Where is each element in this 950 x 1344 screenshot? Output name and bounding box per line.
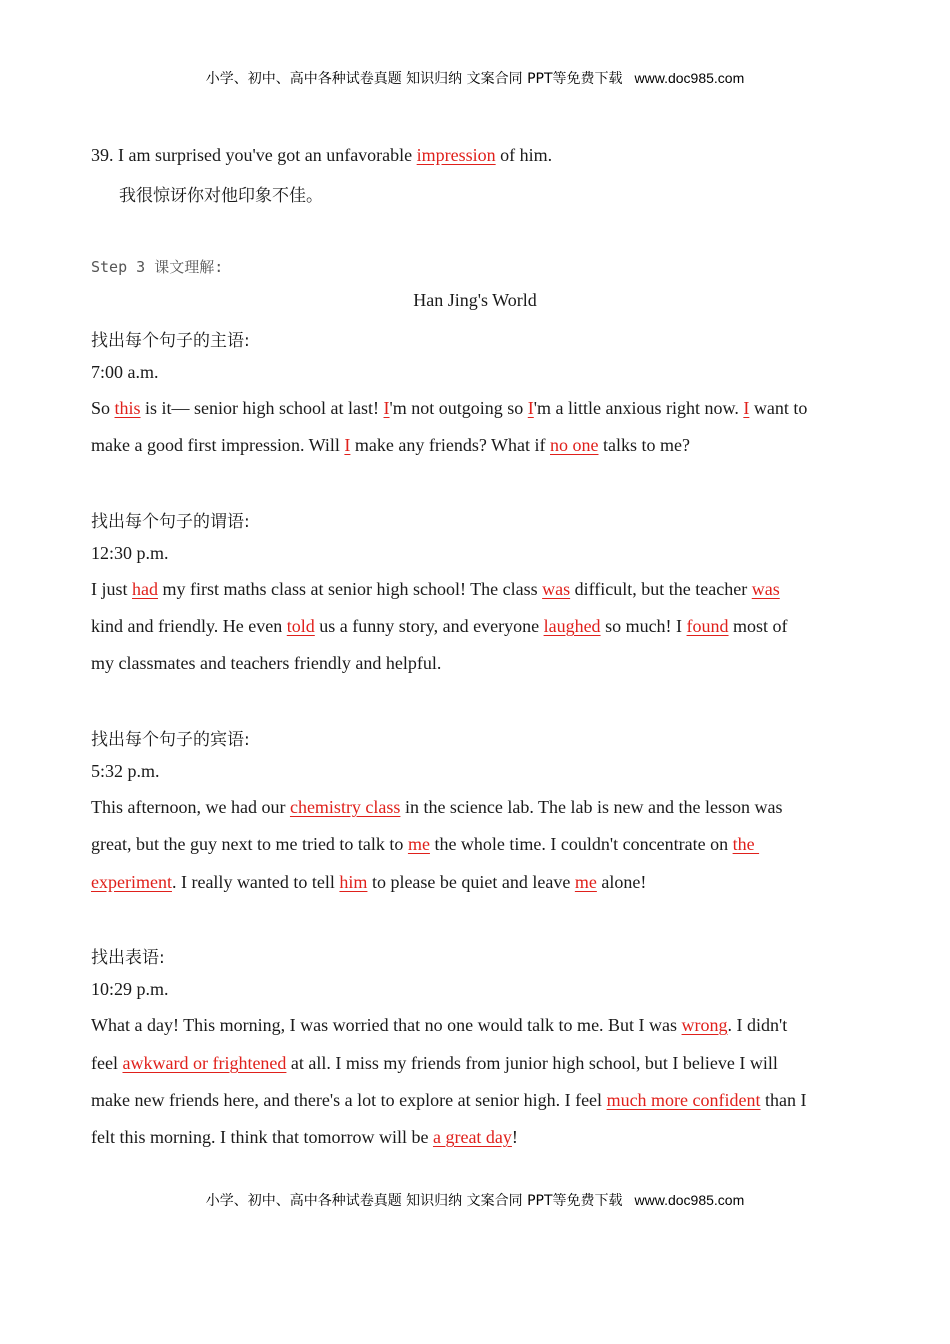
text-span: I just xyxy=(91,579,133,599)
passage-line xyxy=(91,1090,807,1111)
text-span: make new friends here, and there's a lot to explore at senior high. I feel xyxy=(91,1090,607,1110)
header-text: 小学、初中、高中各种试卷真题 知识归纳 文案合同 PPT等免费下载 xyxy=(205,71,623,87)
text-span: my first maths class at senior high school! The class xyxy=(158,579,543,599)
section-heading-predicate: 找出每个句子的谓语: xyxy=(91,512,250,532)
answer-highlight: me xyxy=(407,834,430,854)
passage-title: Han Jing's World xyxy=(413,290,537,310)
answer-highlight: awkward or frightened xyxy=(122,1053,287,1073)
answer-highlight: the xyxy=(732,834,760,854)
answer-highlight: wrong xyxy=(681,1015,728,1035)
answer-highlight: impression xyxy=(416,145,496,165)
text-span: want to xyxy=(749,398,808,418)
footer-text: 小学、初中、高中各种试卷真题 知识归纳 文案合同 PPT等免费下载 xyxy=(205,1193,623,1209)
text-span: great, but the guy next to me tried to talk to xyxy=(91,834,408,854)
text-span: So xyxy=(91,398,115,418)
section-heading-subject: 找出每个句子的主语: xyxy=(91,331,250,351)
text-span: us a funny story, and everyone xyxy=(314,616,544,636)
text-span: talks to me? xyxy=(598,435,690,455)
text-span: than I xyxy=(760,1090,807,1110)
page-header xyxy=(0,68,950,88)
item-39-translation: 我很惊讶你对他印象不佳。 xyxy=(119,186,323,206)
timestamp: 7:00 a.m. xyxy=(91,362,159,382)
text-span: ! xyxy=(511,1127,518,1147)
text-span: felt this morning. I think that tomorrow will be xyxy=(91,1127,433,1147)
passage-line xyxy=(91,398,807,419)
footer-url[interactable]: www.doc985.com xyxy=(634,1192,745,1208)
answer-highlight: was xyxy=(542,579,571,599)
text-span: make any friends? What if xyxy=(350,435,550,455)
text-span: is it— senior high school at last! xyxy=(140,398,384,418)
text-span: kind and friendly. He even xyxy=(91,616,287,636)
passage-line xyxy=(91,1015,787,1036)
answer-highlight: I xyxy=(383,398,390,418)
section-heading-object: 找出每个句子的宾语: xyxy=(91,730,250,750)
text-span: What a day! This morning, I was worried that no one would talk to me. But I was xyxy=(91,1015,682,1035)
passage-line: my classmates and teachers friendly and helpful. xyxy=(91,653,442,673)
passage-line xyxy=(91,435,690,456)
passage-line xyxy=(91,797,783,818)
answer-highlight: much more confident xyxy=(606,1090,761,1110)
text-span: the whole time. I couldn't concentrate on xyxy=(429,834,733,854)
text-span: alone! xyxy=(596,872,647,892)
text-span: 'm not outgoing so xyxy=(389,398,528,418)
answer-highlight: laughed xyxy=(543,616,601,636)
text-span: This afternoon, we had our xyxy=(91,797,290,817)
text-span: so much! I xyxy=(600,616,687,636)
header-url[interactable]: www.doc985.com xyxy=(634,70,745,86)
page-footer xyxy=(0,1190,950,1210)
text-span: at all. I miss my friends from junior high school, but I believe I will xyxy=(286,1053,778,1073)
passage-line xyxy=(91,616,788,637)
passage-line xyxy=(91,1127,518,1148)
answer-highlight: I xyxy=(527,398,534,418)
text-span: . I really wanted to tell xyxy=(171,872,340,892)
answer-highlight: had xyxy=(132,579,159,599)
text-span: 39. I am surprised you've got an unfavorable xyxy=(91,145,417,165)
answer-highlight: him xyxy=(339,872,368,892)
text-span: make a good first impression. Will xyxy=(91,435,345,455)
text-span: difficult, but the teacher xyxy=(570,579,752,599)
text-span: feel xyxy=(91,1053,123,1073)
answer-highlight: experiment xyxy=(91,872,172,892)
item-39-sentence xyxy=(91,145,552,166)
answer-highlight: was xyxy=(751,579,780,599)
answer-highlight: this xyxy=(114,398,141,418)
answer-highlight: no one xyxy=(550,435,599,455)
passage-line xyxy=(91,579,780,600)
timestamp: 10:29 p.m. xyxy=(91,979,169,999)
answer-highlight: I xyxy=(743,398,750,418)
text-span: to please be quiet and leave xyxy=(367,872,575,892)
text-span: . I didn't xyxy=(727,1015,788,1035)
passage-line xyxy=(91,1053,778,1074)
answer-highlight: chemistry class xyxy=(289,797,401,817)
timestamp: 12:30 p.m. xyxy=(91,543,169,563)
answer-highlight: found xyxy=(686,616,729,636)
text-span: 'm a little anxious right now. xyxy=(533,398,744,418)
timestamp: 5:32 p.m. xyxy=(91,761,160,781)
text-span: in the science lab. The lab is new and the lesson was xyxy=(400,797,783,817)
answer-highlight: told xyxy=(286,616,315,636)
text-span: of him. xyxy=(495,145,553,165)
answer-highlight: a great day xyxy=(432,1127,512,1147)
passage-line xyxy=(91,872,646,893)
answer-highlight: I xyxy=(344,435,351,455)
step-heading: Step 3 课文理解: xyxy=(91,258,224,276)
text-span: most of xyxy=(728,616,788,636)
passage-line xyxy=(91,834,759,855)
section-heading-predicative: 找出表语: xyxy=(91,948,165,968)
answer-highlight: me xyxy=(574,872,597,892)
